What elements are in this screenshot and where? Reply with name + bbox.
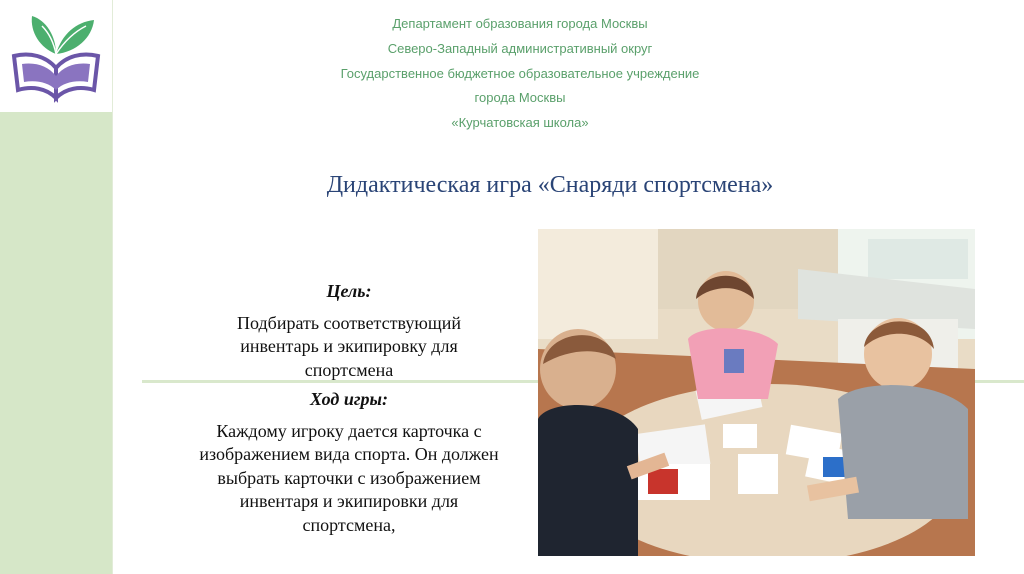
header-line-2: Северо-Западный административный округ xyxy=(387,40,653,56)
sidebar xyxy=(0,0,113,574)
gameplay-heading: Ход игры: xyxy=(310,389,388,409)
leaf-book-logo-icon xyxy=(10,8,102,104)
description-block xyxy=(196,280,502,543)
sidebar-green-band xyxy=(0,112,112,574)
header-line-1: Департамент образования города Москвы xyxy=(392,16,648,31)
page-title: Дидактическая игра «Снаряди спортсмена» xyxy=(326,172,774,198)
header-line-5: «Курчатовская школа» xyxy=(451,115,589,131)
goal-text: Подбирать соответствующий инвентарь и экипировку для спортсмена xyxy=(237,312,461,380)
goal-heading: Цель: xyxy=(326,281,372,301)
header-block xyxy=(250,12,790,136)
header-line-4: города Москвы xyxy=(474,90,566,106)
gameplay-text: Каждому игроку дается карточка с изображением вида спорта. Он должен выбрать карточки с изображением инвентаря и экипировки для спортсмена, xyxy=(199,420,499,535)
children-playing-photo xyxy=(538,229,975,556)
header-line-3: Государственное бюджетное образовательное учреждение xyxy=(340,65,700,81)
